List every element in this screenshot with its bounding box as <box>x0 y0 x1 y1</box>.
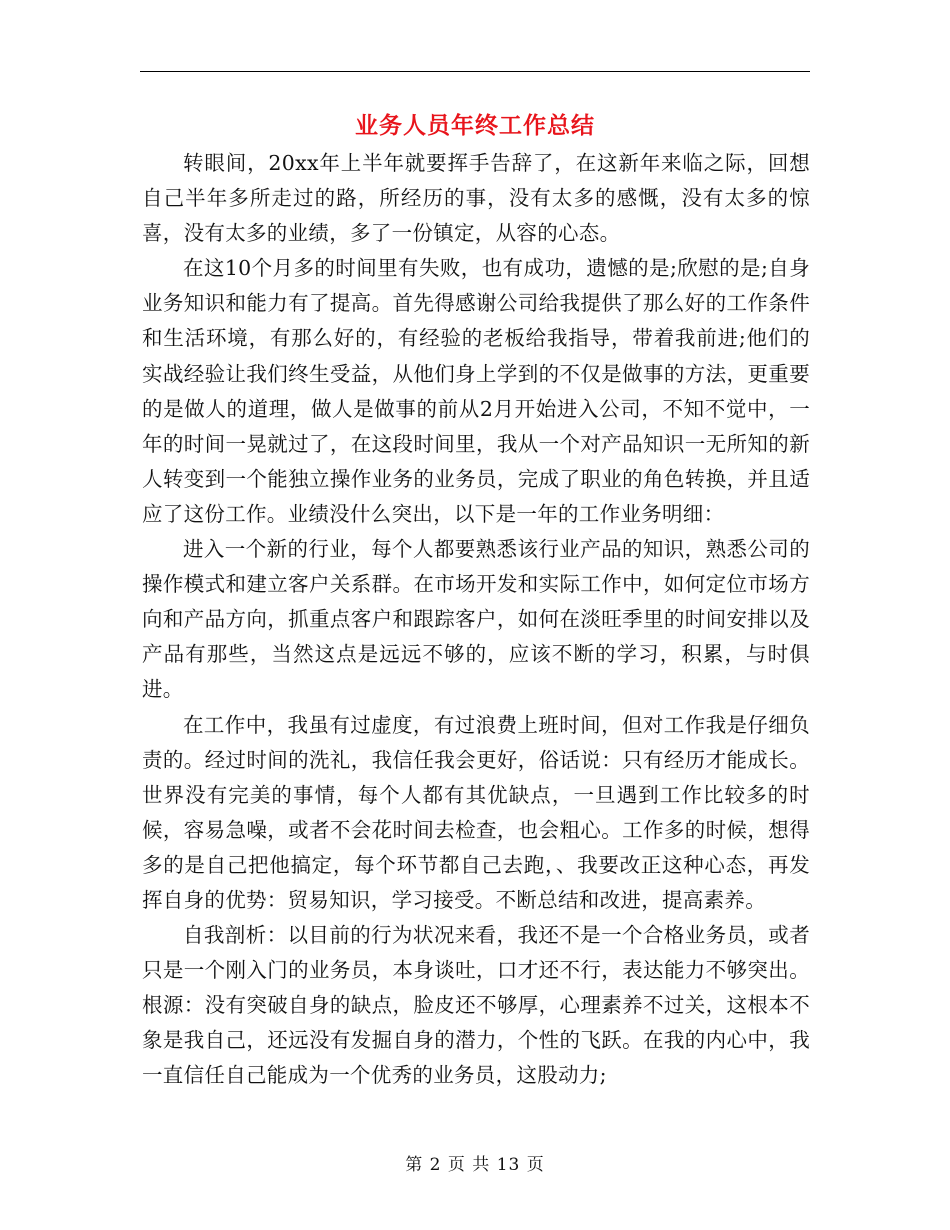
paragraph-2: 在这10个月多的时间里有失败，也有成功，遗憾的是;欣慰的是;自身业务知识和能力有了提高。首先得感谢公司给我提供了那么好的工作条件和生活环境，有那么好的，有经验的老板给我指导，带着我前进;他们的实战经验让我们终生受益，从他们身上学到的不仅是做事的方法，更重要的是做人的道理，做人是做事的前从2月开始进入公司，不知不觉中，一年的时间一晃就过了，在这段时间里，我从一个对产品知识一无所知的新人转变到一个能独立操作业务的业务员，完成了职业的角色转换，并且适应了这份工作。业绩没什么突出，以下是一年的工作业务明细： <box>142 256 810 526</box>
document-title: 业务人员年终工作总结 <box>355 112 595 139</box>
document-body <box>142 146 810 1094</box>
paragraph-4: 在工作中，我虽有过虚度，有过浪费上班时间，但对工作我是仔细负责的。经过时间的洗礼，我信任我会更好，俗话说：只有经历才能成长。世界没有完美的事情，每个人都有其优缺点，一旦遇到工作比较多的时候，容易急噪，或者不会花时间去检查，也会粗心。工作多的时候，想得多的是自己把他搞定，每个环节都自己去跑，、我要改正这种心态，再发挥自身的优势：贸易知识，学习接受。不断总结和改进，提高素养。 <box>142 712 810 912</box>
page-number: 第 2 页 共 13 页 <box>405 1155 545 1175</box>
header-rule <box>140 71 810 72</box>
paragraph-3: 进入一个新的行业，每个人都要熟悉该行业产品的知识，熟悉公司的操作模式和建立客户关系群。在市场开发和实际工作中，如何定位市场方向和产品方向，抓重点客户和跟踪客户，如何在淡旺季里的时间安排以及产品有那些，当然这点是远远不够的，应该不断的学习，积累，与时俱进。 <box>142 537 810 702</box>
paragraph-1: 转眼间，20xx年上半年就要挥手告辞了，在这新年来临之际，回想自己半年多所走过的路，所经历的事，没有太多的感慨，没有太多的惊喜，没有太多的业绩，多了一份镇定，从容的心态。 <box>142 151 810 246</box>
paragraph-5: 自我剖析：以目前的行为状况来看，我还不是一个合格业务员，或者只是一个刚入门的业务员，本身谈吐，口才还不行，表达能力不够突出。根源：没有突破自身的缺点，脸皮还不够厚，心理素养不过关，这根本不象是我自己，还远没有发掘自身的潜力，个性的飞跃。在我的内心中，我一直信任自己能成为一个优秀的业务员，这股动力; <box>142 923 810 1088</box>
